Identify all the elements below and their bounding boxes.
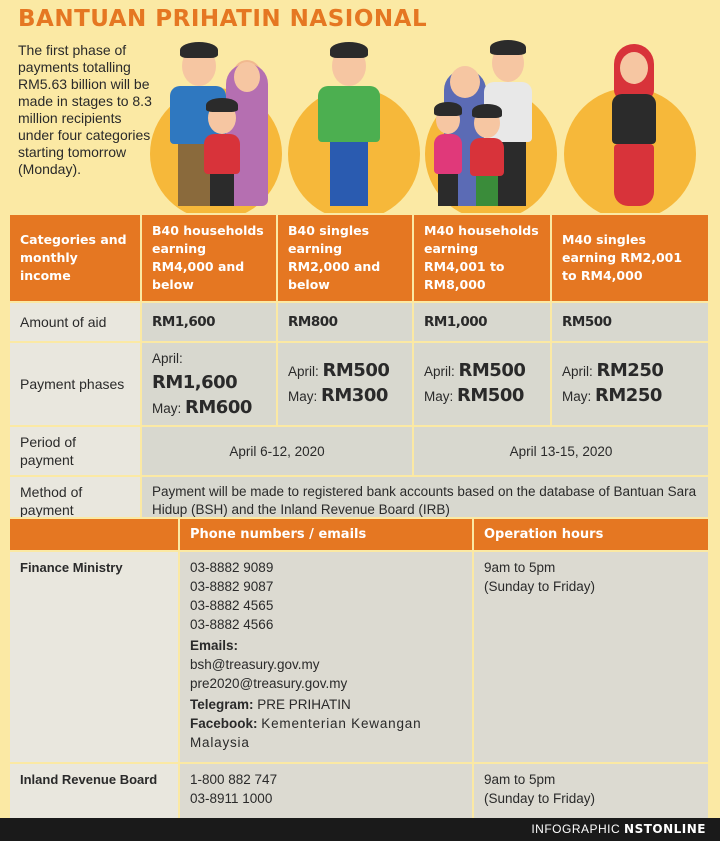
contact-table (8, 517, 710, 820)
categories-header: Categories and monthly income (9, 214, 141, 302)
period-b40: April 6-12, 2020 (141, 426, 413, 476)
phone-number: 03-8882 9087 (190, 579, 274, 594)
phone-number: 1-800 882 747 (190, 772, 278, 787)
days-value: (Sunday to Friday) (484, 579, 596, 594)
facebook-line (190, 714, 462, 752)
category-m40-household: M40 households earning RM4,001 to RM8,000 (413, 214, 551, 302)
may-prefix: May: (288, 389, 318, 404)
phone-number: 03-8911 1000 (190, 791, 273, 806)
hours-header: Operation hours (473, 518, 709, 551)
phases-row (9, 342, 709, 426)
phases-label: Payment phases (9, 342, 141, 426)
finance-contacts (179, 551, 473, 763)
phases-cell (413, 342, 551, 426)
header-blank (9, 518, 179, 551)
april-prefix: April: (424, 364, 455, 379)
b40-single-figure (312, 40, 392, 210)
may-prefix: May: (562, 389, 592, 404)
amount-row (9, 302, 709, 342)
finance-label: Finance Ministry (9, 551, 179, 763)
irb-contacts (179, 763, 473, 819)
phases-cell (551, 342, 709, 426)
m40-single-figure (602, 40, 672, 210)
period-row (9, 426, 709, 476)
footer-prefix: INFOGRAPHIC (531, 822, 621, 836)
telegram-value: PRE PRIHATIN (257, 697, 351, 712)
m40-household-figure (430, 40, 550, 210)
april-prefix: April: (288, 364, 319, 379)
b40-household-figure (160, 40, 280, 210)
may-value: RM500 (457, 385, 524, 406)
facebook-value: Kementerian Kewangan Malaysia (190, 716, 422, 750)
method-text: Payment will be made to registered bank accounts based on the database of Bantuan Sara Hidup (BSH) and the Inland Revenue Board (IRB) (141, 476, 709, 526)
april-value: RM500 (458, 360, 526, 381)
phases-cell (277, 342, 413, 426)
may-value: RM300 (321, 385, 388, 406)
april-value: RM1,600 (152, 372, 238, 393)
period-m40: April 13-15, 2020 (413, 426, 709, 476)
contact-table-header (9, 518, 709, 551)
category-b40-single: B40 singles earning RM2,000 and below (277, 214, 413, 302)
category-b40-household: B40 households earning RM4,000 and below (141, 214, 277, 302)
phone-number: 03-8882 4566 (190, 617, 274, 632)
finance-row (9, 551, 709, 763)
april-value: RM500 (322, 360, 390, 381)
phone-number: 03-8882 9089 (190, 560, 274, 575)
finance-hours (473, 551, 709, 763)
amount-label: Amount of aid (9, 302, 141, 342)
irb-hours (473, 763, 709, 819)
hours-value: 9am to 5pm (484, 560, 556, 575)
amount-value: RM500 (551, 302, 709, 342)
may-value: RM600 (185, 397, 252, 418)
april-value: RM250 (596, 360, 664, 381)
telegram-line (190, 695, 462, 714)
telegram-label: Telegram: (190, 697, 254, 712)
aid-table-header (9, 214, 709, 302)
category-m40-single: M40 singles earning RM2,001 to RM4,000 (551, 214, 709, 302)
facebook-label: Facebook: (190, 716, 258, 731)
april-prefix: April: (152, 351, 183, 366)
aid-table (8, 213, 710, 527)
amount-value: RM1,000 (413, 302, 551, 342)
may-prefix: May: (424, 389, 454, 404)
phone-number: 03-8882 4565 (190, 598, 274, 613)
irb-row (9, 763, 709, 819)
footer-brand: NSTONLINE (624, 822, 706, 836)
amount-value: RM800 (277, 302, 413, 342)
april-prefix: April: (562, 364, 593, 379)
phones-header: Phone numbers / emails (179, 518, 473, 551)
email-link[interactable]: bsh@treasury.gov.my (190, 657, 320, 672)
footer-credit (0, 818, 720, 841)
amount-value: RM1,600 (141, 302, 277, 342)
emails-label: Emails: (190, 638, 239, 653)
intro-text: The first phase of payments totalling RM5.63 billion will be made in stages to 8.3 million recipients under four categories starting tomorrow (Monday). (18, 42, 152, 177)
method-label: Method of payment (9, 476, 141, 526)
irb-label: Inland Revenue Board (9, 763, 179, 819)
days-value: (Sunday to Friday) (484, 791, 596, 806)
phases-cell (141, 342, 277, 426)
hours-value: 9am to 5pm (484, 772, 556, 787)
email-link[interactable]: pre2020@treasury.gov.my (190, 676, 348, 691)
page-title: BANTUAN PRIHATIN NASIONAL (18, 6, 428, 32)
may-value: RM250 (595, 385, 662, 406)
may-prefix: May: (152, 401, 182, 416)
period-label: Period of payment (9, 426, 141, 476)
